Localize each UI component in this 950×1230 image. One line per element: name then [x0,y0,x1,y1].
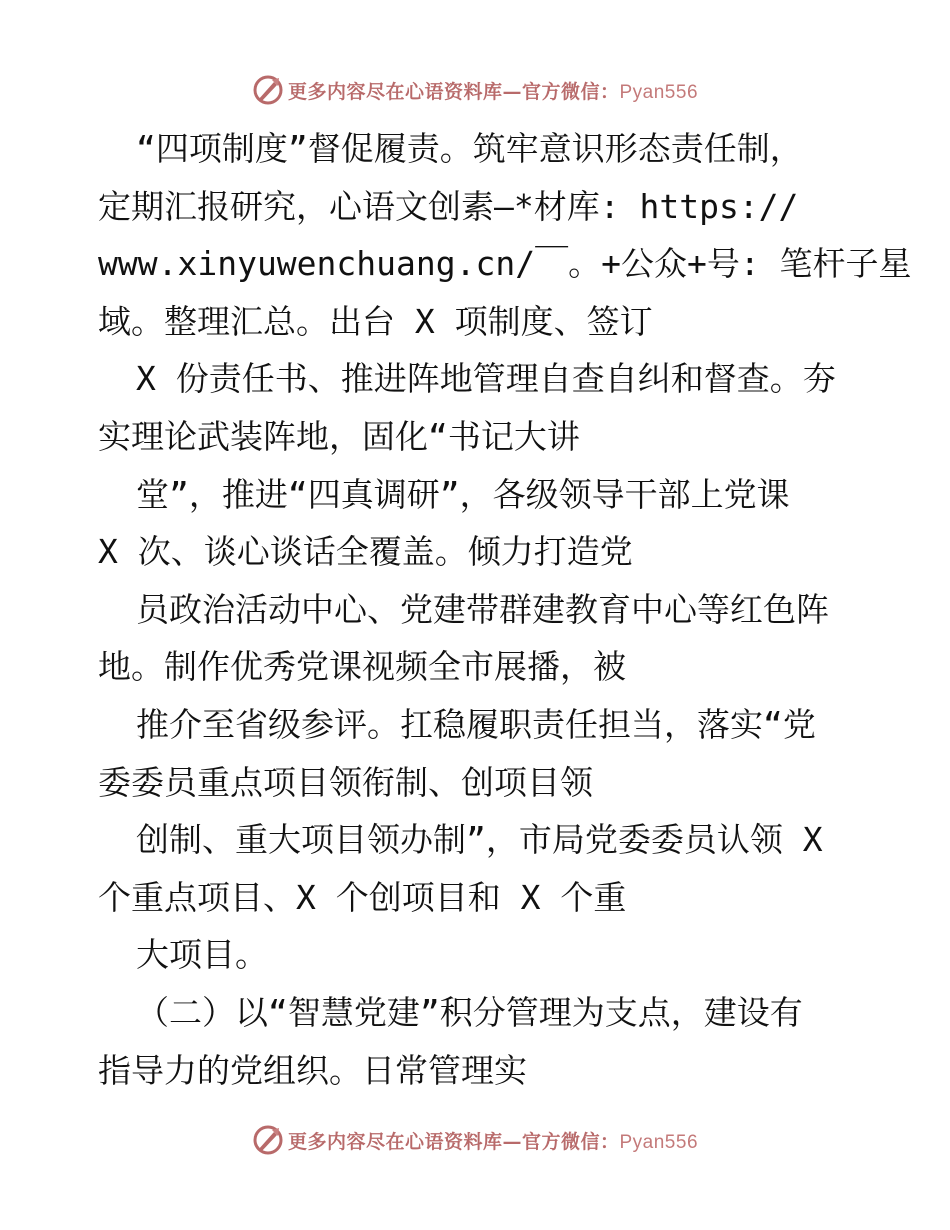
text-line: www.xinyuwenchuang.cn/￣。+公众+号: 笔杆子星 [98,244,912,284]
text-line: 创制、重大项目领办制”，市局党委委员认领 X [136,820,823,860]
watermark-prefix: 更多内容尽在心语资料库—官方微信： [287,80,620,103]
text-line: 推介至省级参评。扛稳履职责任担当，落实“党 [136,704,816,744]
text-line: 指导力的党组织。日常管理实 [98,1050,527,1090]
text-line: “四项制度”督促履责。筑牢意识形态责任制， [136,129,803,168]
text-line: X 次、谈心谈话全覆盖。倾力打造党 [98,532,633,572]
text-line: 大项目。 [136,935,268,975]
watermark-handle: Pyan556 [619,81,699,103]
header-watermark [0,70,950,110]
text-line: （二）以“智慧党建”积分管理为支点，建设有 [136,992,803,1032]
watermark-prefix: 更多内容尽在心语资料库—官方微信： [287,1130,620,1153]
watermark-handle: Pyan556 [619,1131,699,1153]
text-line: 委委员重点项目领衔制、创项目领 [98,762,593,802]
text-line: X 份责任书、推进阵地管理自查自纠和督查。夯 [136,359,836,399]
text-line: 个重点项目、X 个创项目和 X 个重 [98,877,627,917]
text-line: 定期汇报研究，心语文创素—*材库: https:// [98,186,799,226]
quill-logo-icon [252,1124,284,1156]
text-line: 员政治活动中心、党建带群建教育中心等红色阵 [136,589,829,629]
quill-logo-icon [252,74,284,106]
text-line: 域。整理汇总。出台 X 项制度、签订 [98,301,653,341]
watermark-text [288,77,698,104]
footer-watermark [0,1120,950,1160]
text-line: 堂”，推进“四真调研”，各级领导干部上党课 [136,474,790,514]
text-line: 地。制作优秀党课视频全市展播，被 [98,647,626,687]
text-line: 实理论武装阵地，固化“书记大讲 [98,416,580,456]
document-body [98,120,912,1099]
watermark-text [288,1127,698,1154]
